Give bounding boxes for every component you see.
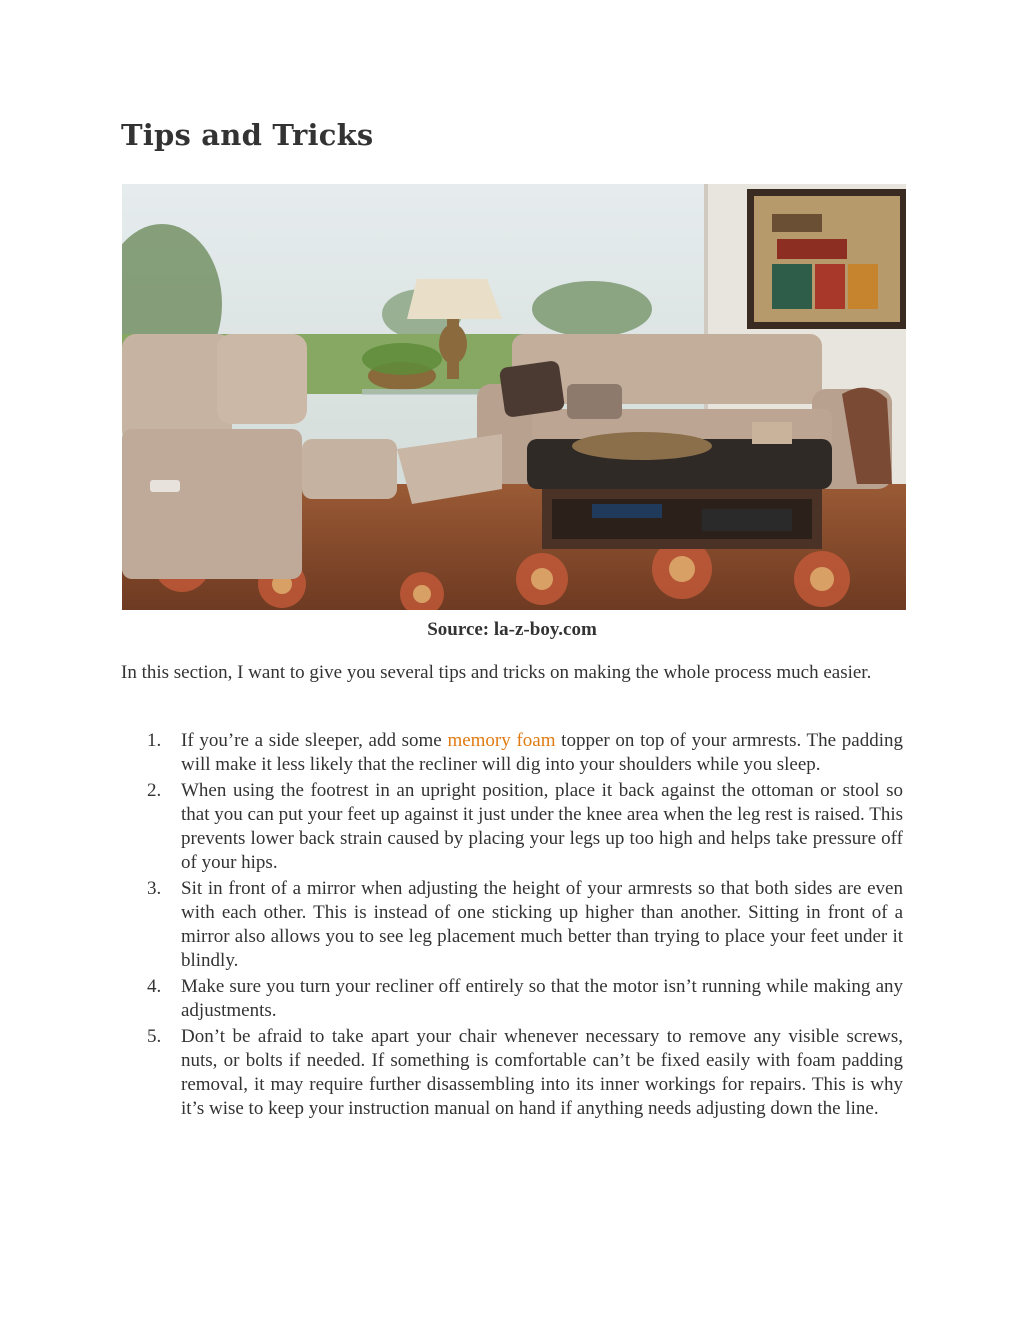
list-number: 2. — [147, 780, 162, 801]
tip-text: Sit in front of a mirror when adjusting the height of your armrests so that both sides are even with each other. This is instead of one sticking up higher than another. Sitting in front of a mirror also allows you to see leg placement much better than trying to place your feet under it blindly. — [181, 878, 903, 971]
tips-list — [147, 729, 903, 1123]
list-number: 4. — [147, 976, 162, 997]
tip-text: Make sure you turn your recliner off entirely so that the motor isn’t running while making any adjustments. — [181, 976, 903, 1021]
tip-text: If you’re a side sleeper, add some — [181, 730, 448, 751]
tip-text: Don’t be afraid to take apart your chair whenever necessary to remove any visible screws, nuts, or bolts if needed. If something is comfortable can’t be fixed easily with foam padding removal, it may require further disassembling into its inner workings for repairs. This is why it’s wise to keep your instruction manual on hand if anything needs adjusting down the line. — [181, 1026, 903, 1119]
list-item — [147, 729, 903, 777]
list-number: 5. — [147, 1026, 162, 1047]
intro-paragraph: In this section, I want to give you several tips and tricks on making the whole process much easier. — [121, 662, 872, 683]
list-item — [147, 779, 903, 875]
tip-text: topper on top of your armrests. The padding will make it less likely that the recliner will dig into your shoulders while you sleep. — [181, 730, 903, 775]
memory-foam-link[interactable]: memory foam — [447, 730, 556, 751]
tip-text: When using the footrest in an upright position, place it back against the ottoman or stool so that you can put your feet up against it just under the knee area when the leg rest is raised. This prevents lower back strain caused by placing your legs up too high and helps take pressure off of your hips. — [181, 780, 903, 873]
list-number: 3. — [147, 878, 162, 899]
list-number: 1. — [147, 730, 162, 751]
list-item — [147, 877, 903, 973]
list-item — [147, 975, 903, 1023]
image-caption: Source: la-z-boy.com — [427, 619, 597, 640]
page-title: Tips and Tricks — [121, 118, 374, 152]
list-item — [147, 1025, 903, 1121]
living-room-photo — [122, 184, 906, 610]
